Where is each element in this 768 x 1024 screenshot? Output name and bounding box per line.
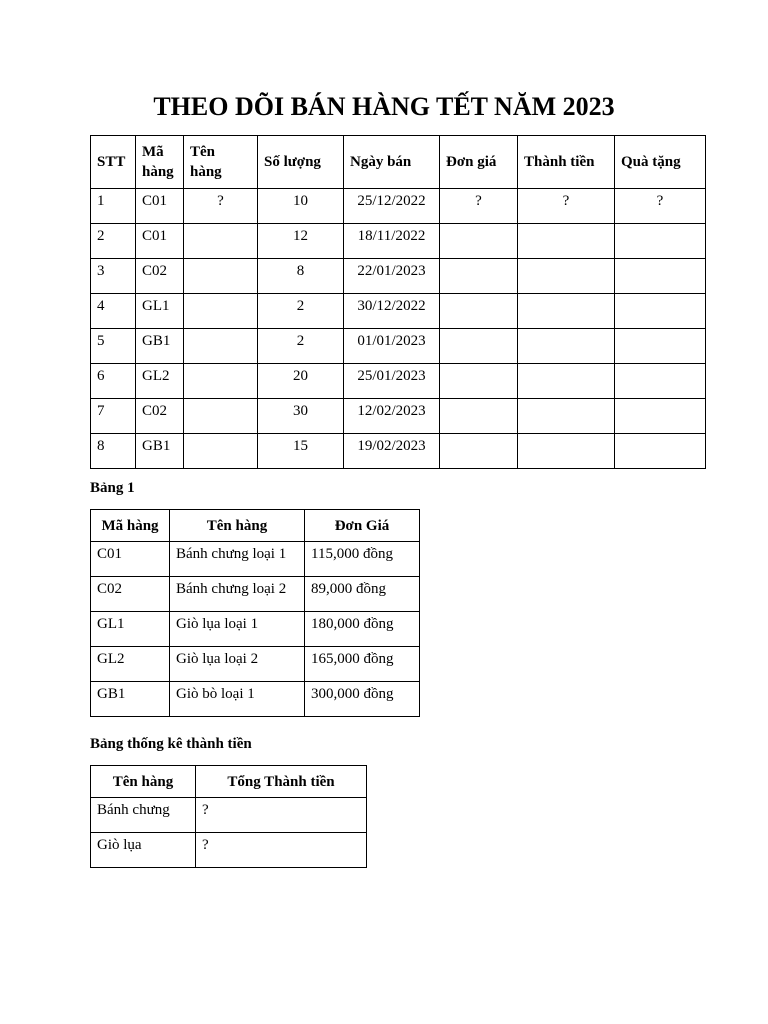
table-header-row <box>91 766 367 798</box>
table-row <box>91 542 420 577</box>
cell-ngay-ban: 30/12/2022 <box>344 294 440 329</box>
cell-so-luong: 2 <box>258 294 344 329</box>
cell-ma-hang: GL1 <box>91 612 170 647</box>
cell-qua-tang <box>615 259 706 294</box>
cell-ten-hang <box>184 399 258 434</box>
cell-stt: 2 <box>91 224 136 259</box>
cell-ten-hang: Bánh chưng loại 2 <box>170 577 305 612</box>
cell-stt: 5 <box>91 329 136 364</box>
header-ten-hang-line2: hàng <box>190 164 222 180</box>
cell-don-gia <box>440 224 518 259</box>
cell-stt: 7 <box>91 399 136 434</box>
cell-so-luong: 8 <box>258 259 344 294</box>
table-row <box>91 294 706 329</box>
header-thanh-tien: Thành tiền <box>518 136 615 189</box>
cell-ma-hang: GL2 <box>91 647 170 682</box>
cell-ten-hang: Giò lụa loại 1 <box>170 612 305 647</box>
cell-thanh-tien: ? <box>518 189 615 224</box>
cell-qua-tang <box>615 399 706 434</box>
cell-ten-hang: Giò lụa loại 2 <box>170 647 305 682</box>
header-ma-hang: Mã hàng <box>91 510 170 542</box>
table-row <box>91 798 367 833</box>
cell-so-luong: 15 <box>258 434 344 469</box>
header-ma-hang-line1: Mã <box>142 144 164 160</box>
header-ngay-ban: Ngày bán <box>344 136 440 189</box>
cell-ten-hang: Bánh chưng loại 1 <box>170 542 305 577</box>
cell-ma-hang: GB1 <box>91 682 170 717</box>
cell-ten-hang <box>184 329 258 364</box>
sales-tracking-table <box>90 135 706 469</box>
cell-ten-hang: Giò bò loại 1 <box>170 682 305 717</box>
table-row <box>91 577 420 612</box>
cell-qua-tang <box>615 294 706 329</box>
cell-ten-hang: ? <box>184 189 258 224</box>
cell-so-luong: 12 <box>258 224 344 259</box>
header-ten-hang-line1: Tên <box>190 144 216 160</box>
cell-ten-hang: Giò lụa <box>91 833 196 868</box>
header-ten-hang: Tên hàng <box>91 766 196 798</box>
cell-ma-hang: GB1 <box>136 434 184 469</box>
table-row <box>91 612 420 647</box>
cell-thanh-tien <box>518 224 615 259</box>
cell-tong-thanh-tien: ? <box>196 798 367 833</box>
table-row <box>91 189 706 224</box>
price-table <box>90 509 420 717</box>
cell-thanh-tien <box>518 434 615 469</box>
table-row <box>91 364 706 399</box>
cell-ngay-ban: 12/02/2023 <box>344 399 440 434</box>
cell-qua-tang: ? <box>615 189 706 224</box>
header-ma-hang-line2: hàng <box>142 164 174 180</box>
header-don-gia: Đơn giá <box>440 136 518 189</box>
cell-so-luong: 20 <box>258 364 344 399</box>
header-so-luong: Số lượng <box>258 136 344 189</box>
page-title: THEO DÕI BÁN HÀNG TẾT NĂM 2023 <box>153 92 615 121</box>
header-ten-hang: Tên hàng <box>170 510 305 542</box>
cell-ma-hang: C01 <box>136 189 184 224</box>
cell-ma-hang: C02 <box>136 259 184 294</box>
cell-ten-hang <box>184 364 258 399</box>
cell-stt: 3 <box>91 259 136 294</box>
cell-don-gia: 115,000 đồng <box>305 542 420 577</box>
cell-ngay-ban: 25/12/2022 <box>344 189 440 224</box>
header-stt: STT <box>91 136 136 189</box>
cell-ngay-ban: 18/11/2022 <box>344 224 440 259</box>
cell-ma-hang: GB1 <box>136 329 184 364</box>
cell-don-gia: 300,000 đồng <box>305 682 420 717</box>
cell-ten-hang <box>184 259 258 294</box>
summary-table <box>90 765 367 868</box>
cell-ten-hang <box>184 224 258 259</box>
header-tong-thanh-tien: Tổng Thành tiền <box>196 766 367 798</box>
cell-ngay-ban: 19/02/2023 <box>344 434 440 469</box>
cell-don-gia <box>440 434 518 469</box>
cell-stt: 4 <box>91 294 136 329</box>
cell-ma-hang: C02 <box>136 399 184 434</box>
table-row <box>91 833 367 868</box>
cell-ma-hang: C02 <box>91 577 170 612</box>
cell-so-luong: 30 <box>258 399 344 434</box>
cell-ma-hang: C01 <box>136 224 184 259</box>
header-ten-hang <box>184 136 258 189</box>
cell-don-gia <box>440 329 518 364</box>
table-row <box>91 224 706 259</box>
cell-ma-hang: GL1 <box>136 294 184 329</box>
cell-don-gia: 89,000 đồng <box>305 577 420 612</box>
cell-tong-thanh-tien: ? <box>196 833 367 868</box>
table2-label: Bảng thống kê thành tiền <box>90 736 252 752</box>
table-row <box>91 399 706 434</box>
cell-thanh-tien <box>518 329 615 364</box>
cell-don-gia <box>440 364 518 399</box>
cell-ten-hang: Bánh chưng <box>91 798 196 833</box>
table-row <box>91 434 706 469</box>
header-qua-tang: Quà tặng <box>615 136 706 189</box>
cell-thanh-tien <box>518 259 615 294</box>
cell-thanh-tien <box>518 399 615 434</box>
cell-ngay-ban: 22/01/2023 <box>344 259 440 294</box>
header-don-gia: Đơn Giá <box>305 510 420 542</box>
cell-qua-tang <box>615 434 706 469</box>
table-row <box>91 682 420 717</box>
cell-don-gia <box>440 259 518 294</box>
header-ma-hang <box>136 136 184 189</box>
table-row <box>91 647 420 682</box>
cell-ten-hang <box>184 294 258 329</box>
cell-stt: 6 <box>91 364 136 399</box>
cell-qua-tang <box>615 224 706 259</box>
table-row <box>91 329 706 364</box>
cell-qua-tang <box>615 364 706 399</box>
table-row <box>91 259 706 294</box>
cell-ten-hang <box>184 434 258 469</box>
table-header-row <box>91 136 706 189</box>
cell-stt: 8 <box>91 434 136 469</box>
cell-don-gia: ? <box>440 189 518 224</box>
cell-ngay-ban: 01/01/2023 <box>344 329 440 364</box>
cell-thanh-tien <box>518 364 615 399</box>
cell-ma-hang: GL2 <box>136 364 184 399</box>
cell-don-gia <box>440 399 518 434</box>
cell-so-luong: 2 <box>258 329 344 364</box>
cell-so-luong: 10 <box>258 189 344 224</box>
cell-stt: 1 <box>91 189 136 224</box>
cell-qua-tang <box>615 329 706 364</box>
cell-don-gia <box>440 294 518 329</box>
cell-don-gia: 180,000 đồng <box>305 612 420 647</box>
table-header-row <box>91 510 420 542</box>
cell-ngay-ban: 25/01/2023 <box>344 364 440 399</box>
table1-label: Bảng 1 <box>90 480 135 496</box>
cell-don-gia: 165,000 đồng <box>305 647 420 682</box>
cell-thanh-tien <box>518 294 615 329</box>
cell-ma-hang: C01 <box>91 542 170 577</box>
